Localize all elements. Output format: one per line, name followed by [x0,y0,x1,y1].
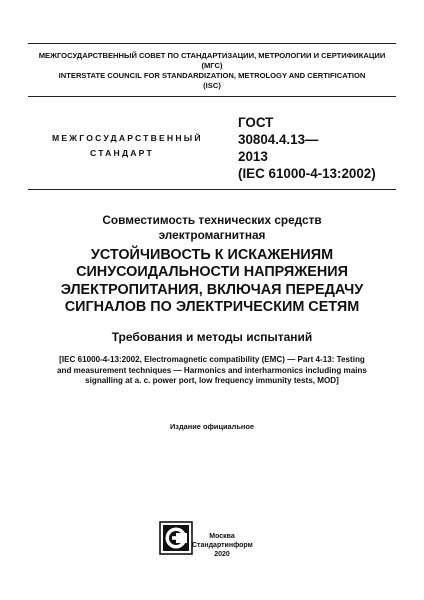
standard-label [52,131,203,161]
designation-rule [28,189,396,190]
main-title-line-3: ЭЛЕКТРОПИТАНИЯ, ВКЛЮЧАЯ ПЕРЕДАЧУ [60,281,364,298]
main-title-line-2: СИНУСОИДАЛЬНОСТИ НАПРЯЖЕНИЯ [76,264,348,281]
publisher-info [192,532,252,559]
designation-line-4: (IEC 61000-4-13:2002) [238,166,376,181]
publisher-year: 2020 [214,551,230,558]
subtitle: Требования и методы испытаний [111,330,313,344]
council-header [28,51,396,91]
top-rule [28,43,396,44]
general-title-line-2: электромагнитная [158,228,266,242]
publisher-name: Стандартинформ [192,542,253,549]
main-title-line-4: СИГНАЛОВ ПО ЭЛЕКТРИЧЕСКИМ СЕТЯМ [64,299,360,316]
standartinform-logo-icon [159,521,193,555]
council-abbr-en: (ISC) [203,81,221,90]
council-name-ru: МЕЖГОСУДАРСТВЕННЫЙ СОВЕТ ПО СТАНДАРТИЗАЦИИ, МЕТРОЛОГИИ И СЕРТИФИКАЦИИ [38,51,386,60]
designation-line-2: 30804.4.13— [238,132,319,147]
standard-label-line-1: МЕЖГОСУДАРСТВЕННЫЙ [52,133,203,143]
designation-line-3: 2013 [238,149,268,164]
general-title-line-1: Совместимость технических средств [102,213,322,227]
reference-line-3: signalling at a. c. power port, low frequency immunity tests, MOD] [85,376,339,386]
main-title [20,247,404,317]
general-title [20,213,404,243]
reference-line-1: [IEC 61000-4-13:2002, Electromagnetic compatibility (EMC) — Part 4-13: Testing [59,355,365,364]
header-rule [28,96,396,97]
edition-label: Издание официальное [169,422,254,431]
reference-line-2: and measurement techniques — Harmonics and interharmonics including mains [57,365,367,375]
reference-text [20,355,404,387]
designation-line-1: ГОСТ [238,115,274,130]
publisher-city: Москва [209,533,235,540]
main-title-line-1: УСТОЙЧИВОСТЬ К ИСКАЖЕНИЯМ [90,247,334,263]
council-abbr-ru: (МГС) [201,61,223,70]
standard-designation [238,114,398,182]
standard-label-line-2: СТАНДАРТ [90,148,154,158]
council-name-en: INTERSTATE COUNCIL FOR STANDARDIZATION, METROLOGY AND CERTIFICATION [58,71,366,80]
